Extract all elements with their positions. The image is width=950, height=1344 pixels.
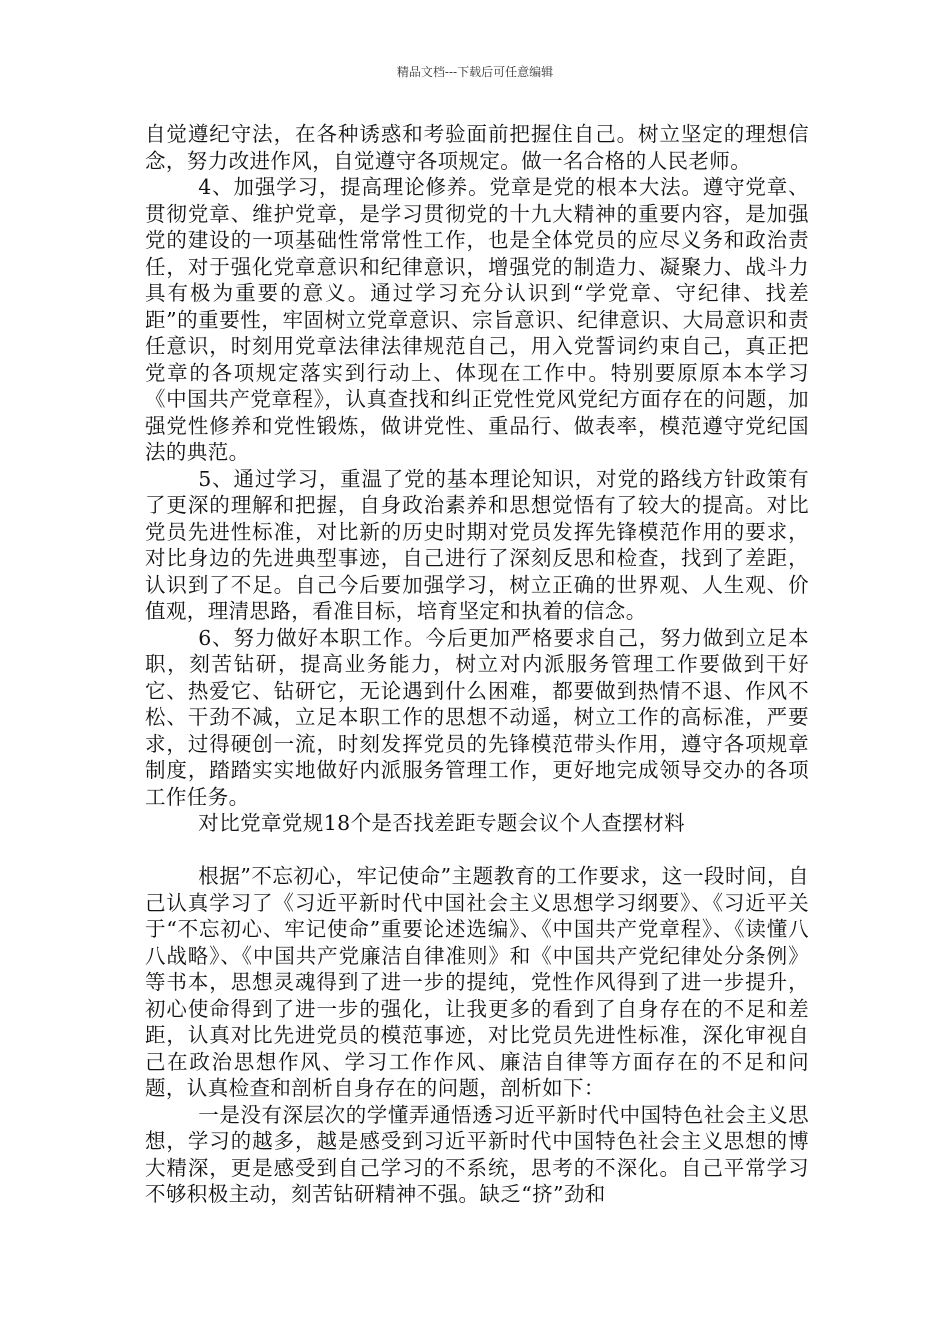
paragraph-2: 4、加强学习，提高理论修养。党章是党的根本大法。遵守党章、贯彻党章、维护党章，是学习贯彻党的十九大精神的重要内容，是加强党的建设的一项基础性常常性工作，也是全体党员的应尽义务和政治责任，对于强化党章意识和纪律意识，增强党的制造力、凝聚力、战斗力具有极为重要的意义。通过学习充分认识到“学党章、守纪律、找差距”的重要性，牢固树立党章意识、宗旨意识、纪律意识、大局意识和责任意识，时刻用党章法律法律规范自己，用入党誓词约束自己，真正把党章的各项规定落实到行动上、体现在工作中。特别要原原本本学习《中国共产党章程》，认真查找和纠正党性党风党纪方面存在的问题，加强党性修养和党性锻炼，做讲党性、重品行、做表率，模范遵守党纪国法的典范。 [145, 175, 809, 464]
document-body [145, 121, 809, 1208]
paragraph-3: 5、通过学习，重温了党的基本理论知识，对党的路线方针政策有了更深的理解和把握，自身政治素养和思想觉悟有了较大的提高。对比党员先进性标准，对比新的历史时期对党员发挥先锋模范作用的要求，对比身边的先进典型事迹，自己进行了深刻反思和检查，找到了差距，认识到了不足。自己今后要加强学习，树立正确的世界观、人生观、价值观，理清思路，看准目标，培育坚定和执着的信念。 [145, 466, 809, 623]
paragraph-5: 根据”不忘初心，牢记使命”主题教育的工作要求，这一段时间，自己认真学习了《习近平新时代中国社会主义思想学习纲要》、《习近平关于“不忘初心、牢记使命”重要论述选编》、《中国共产党章程》、《读懂八八战略》、《中国共产党廉洁自律准则》和《中国共产党纪律处分条例》等书本，思想灵魂得到了进一步的提纯，党性作风得到了进一步提升，初心使命得到了进一步的强化，让我更多的看到了自身存在的不足和差距，认真对比先进党员的模范事迹，对比党员先进性标准，深化审视自己在政治思想作风、学习工作作风、廉洁自律等方面存在的不足和问题，认真检查和剖析自身存在的问题，剖析如下： [145, 864, 809, 1100]
blank-line [145, 837, 809, 864]
page-header: 精品文档---下载后可任意编辑 [396, 65, 554, 79]
paragraph-1: 自觉遵纪守法，在各种诱惑和考验面前把握住自己。树立坚定的理想信念，努力改进作风，自觉遵守各项规定。做一名合格的人民老师。 [145, 122, 809, 173]
paragraph-4: 6、努力做好本职工作。今后更加严格要求自己，努力做到立足本职，刻苦钻研，提高业务能力，树立对内派服务管理工作要做到干好它、热爱它、钻研它，无论遇到什么困难，都要做到热情不退、作风不松、干劲不减，立足本职工作的思想不动遥，树立工作的高标准，严要求，过得硬创一流，时刻发挥党员的先锋模范带头作用，遵守各项规章制度，踏踏实实地做好内派服务管理工作，更好地完成领导交办的各项工作任务。 [145, 625, 809, 809]
paragraph-6: 一是没有深层次的学懂弄通悟透习近平新时代中国特色社会主义思想，学习的越多，越是感受到习近平新时代中国特色社会主义思想的博大精深，更是感受到自己学习的不系统，思考的不深化。自己平常学习不够积极主动，刻苦钻研精神不强。缺乏“挤”劲和 [145, 1102, 809, 1206]
section-title: 对比党章党规18个是否找差距专题会议个人查摆材料 [198, 811, 685, 835]
